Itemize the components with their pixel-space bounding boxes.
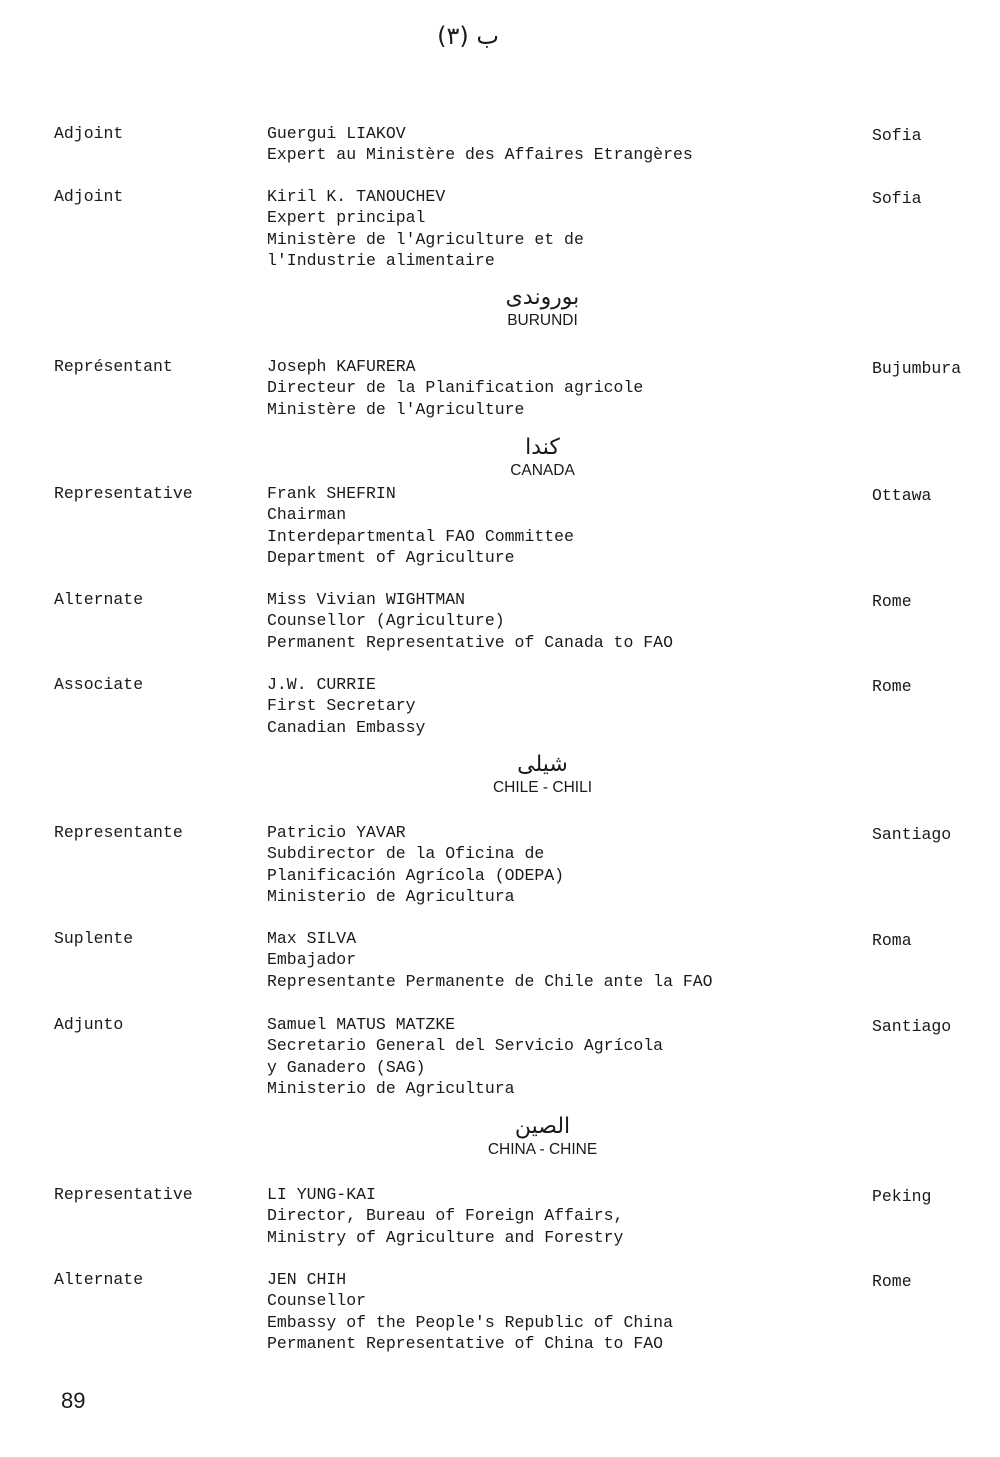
delegate-city: Rome bbox=[872, 592, 912, 611]
delegate-city: Sofia bbox=[872, 189, 922, 208]
delegate-city: Bujumbura bbox=[872, 359, 962, 378]
delegate-title: Ministry of Agriculture and Forestry bbox=[267, 1227, 624, 1247]
delegate-city: Roma bbox=[872, 931, 912, 950]
delegate-title: Ministerio de Agricultura bbox=[267, 886, 515, 906]
delegate-title: Department of Agriculture bbox=[267, 547, 515, 567]
country-heading-china bbox=[0, 1114, 1000, 1159]
delegate-details bbox=[267, 483, 574, 568]
delegate-title: Embassy of the People's Republic of China bbox=[267, 1312, 673, 1332]
delegate-title: Directeur de la Planification agricole bbox=[267, 378, 644, 398]
delegate-title: l'Industrie alimentaire bbox=[267, 250, 495, 270]
delegate-city: Rome bbox=[872, 677, 912, 696]
delegate-title: Secretario General del Servicio Agrícola bbox=[267, 1036, 664, 1056]
delegate-details bbox=[267, 822, 564, 907]
page-header: ب (٣) bbox=[437, 22, 499, 50]
delegate-role: Adjoint bbox=[54, 124, 124, 143]
delegate-title: Expert principal bbox=[267, 208, 426, 228]
country-name: CANADA bbox=[510, 462, 575, 479]
country-name: BURUNDI bbox=[507, 312, 578, 329]
delegate-city: Ottawa bbox=[872, 486, 932, 505]
delegate-name: Patricio YAVAR bbox=[267, 823, 406, 842]
delegate-role: Alternate bbox=[54, 1270, 144, 1289]
delegate-title: Interdepartmental FAO Committee bbox=[267, 526, 574, 546]
country-arabic-name: بوروندى bbox=[505, 285, 580, 310]
delegate-role: Representative bbox=[54, 484, 193, 503]
delegate-details bbox=[267, 1014, 663, 1099]
delegate-city: Sofia bbox=[872, 126, 922, 145]
country-heading-canada bbox=[0, 435, 1000, 480]
delegate-role: Associate bbox=[54, 675, 144, 694]
delegate-city: Santiago bbox=[872, 825, 952, 844]
delegate-title: Embajador bbox=[267, 950, 357, 970]
delegate-title: Planificación Agrícola (ODEPA) bbox=[267, 865, 565, 885]
country-name: CHILE - CHILI bbox=[492, 779, 593, 796]
delegate-title: Ministère de l'Agriculture bbox=[267, 399, 525, 419]
delegate-city: Peking bbox=[872, 1187, 932, 1206]
delegate-role: Suplente bbox=[54, 929, 134, 948]
delegate-title: Permanent Representative of China to FAO bbox=[267, 1333, 664, 1353]
country-arabic-name: كندا bbox=[525, 435, 560, 460]
delegate-name: Miss Vivian WIGHTMAN bbox=[267, 590, 466, 609]
delegate-details bbox=[267, 928, 713, 992]
delegate-name: Kiril K. TANOUCHEV bbox=[267, 187, 446, 206]
delegate-city: Rome bbox=[872, 1272, 912, 1291]
delegate-role: Alternate bbox=[54, 590, 144, 609]
delegate-name: LI YUNG-KAI bbox=[267, 1185, 376, 1204]
delegate-details bbox=[267, 356, 643, 420]
delegate-title: Representante Permanente de Chile ante la FAO bbox=[267, 971, 713, 991]
delegate-title: Director, Bureau of Foreign Affairs, bbox=[267, 1206, 624, 1226]
delegate-title: Subdirector de la Oficina de bbox=[267, 844, 545, 864]
delegate-title: Canadian Embassy bbox=[267, 717, 426, 737]
delegate-title: Expert au Ministère des Affaires Etrangères bbox=[267, 145, 693, 165]
country-heading-chile bbox=[0, 752, 1000, 797]
delegate-name: J.W. CURRIE bbox=[267, 675, 376, 694]
delegate-title: Counsellor (Agriculture) bbox=[267, 611, 505, 631]
delegate-role: Représentant bbox=[54, 357, 173, 376]
delegate-details bbox=[267, 1184, 623, 1248]
delegate-title: Counsellor bbox=[267, 1291, 367, 1311]
delegate-title: First Secretary bbox=[267, 696, 416, 716]
delegate-title: Ministère de l'Agriculture et de bbox=[267, 229, 584, 249]
delegate-role: Representative bbox=[54, 1185, 193, 1204]
delegate-name: Joseph KAFURERA bbox=[267, 357, 416, 376]
delegate-title: Permanent Representative of Canada to FAO bbox=[267, 632, 673, 652]
country-arabic-name: شيلى bbox=[517, 752, 568, 777]
delegate-name: Frank SHEFRIN bbox=[267, 484, 396, 503]
delegate-name: Max SILVA bbox=[267, 929, 357, 948]
delegate-title: y Ganadero (SAG) bbox=[267, 1057, 426, 1077]
delegate-name: Guergui LIAKOV bbox=[267, 124, 406, 143]
delegate-details bbox=[267, 123, 693, 166]
page-number: 89 bbox=[61, 1388, 86, 1413]
delegate-role: Adjoint bbox=[54, 187, 124, 206]
country-name: CHINA - CHINE bbox=[487, 1141, 598, 1158]
delegate-details bbox=[267, 1269, 673, 1354]
delegate-name: JEN CHIH bbox=[267, 1270, 347, 1289]
delegate-details bbox=[267, 589, 673, 653]
delegate-city: Santiago bbox=[872, 1017, 952, 1036]
delegate-title: Ministerio de Agricultura bbox=[267, 1078, 515, 1098]
country-heading-burundi bbox=[0, 285, 1000, 330]
country-arabic-name: الصين bbox=[514, 1114, 571, 1139]
delegate-details bbox=[267, 186, 584, 271]
delegate-role: Adjunto bbox=[54, 1015, 124, 1034]
delegate-details bbox=[267, 674, 425, 738]
delegate-name: Samuel MATUS MATZKE bbox=[267, 1015, 456, 1034]
delegate-title: Chairman bbox=[267, 505, 347, 525]
delegate-role: Representante bbox=[54, 823, 183, 842]
